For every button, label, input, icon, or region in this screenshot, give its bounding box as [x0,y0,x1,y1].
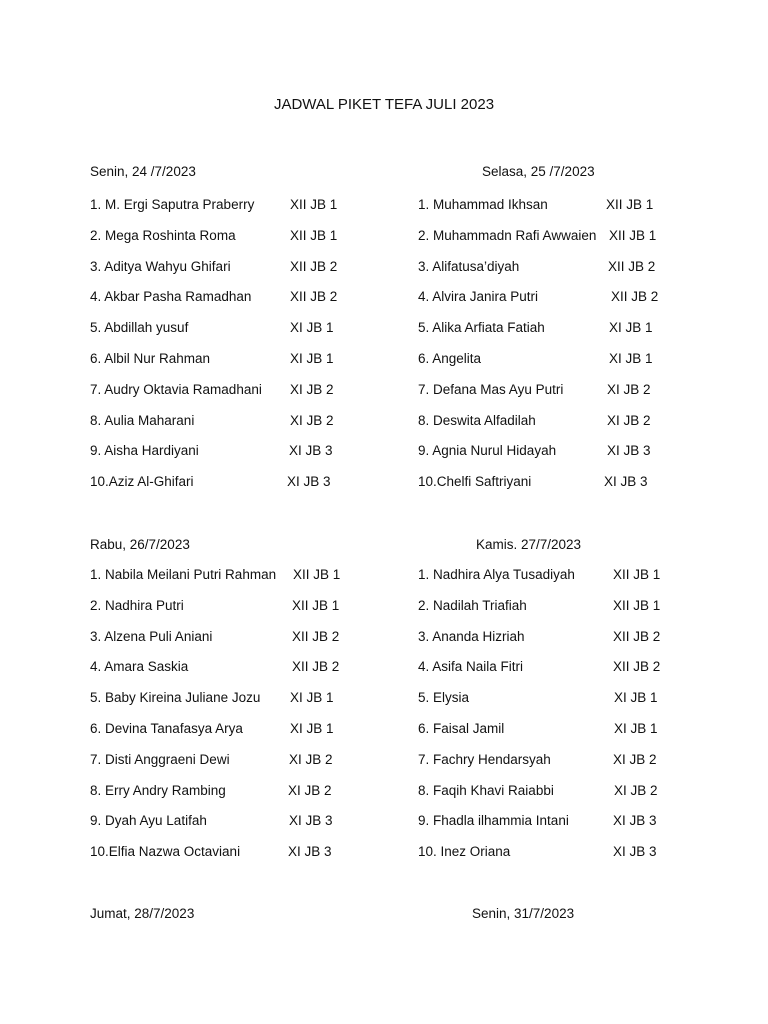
student-name: 9. Agnia Nurul Hidayah [418,443,557,459]
student-class: XI JB 2 [290,381,334,397]
student-name: 9. Aisha Hardiyani [90,443,199,459]
student-class: XI JB 3 [289,813,333,829]
student-class: XI JB 1 [614,690,658,706]
schedule-list-kamis-27 [418,567,678,875]
list-item [418,690,678,721]
list-item [418,259,678,290]
list-item [418,289,678,320]
list-item [418,844,678,875]
student-class: XI JB 1 [609,320,653,336]
list-item [418,598,678,629]
list-item [90,474,410,505]
student-class: XI JB 2 [607,412,651,428]
list-item [90,721,410,752]
day-heading-kamis-27: Kamis. 27/7/2023 [476,537,582,552]
student-name: 5. Elysia [418,690,470,706]
student-name: 10.Chelfi Saftriyani [418,474,532,490]
schedule-list-selasa-25 [418,197,678,505]
list-item [418,474,678,505]
list-item [90,351,410,382]
student-class: XI JB 2 [290,412,334,428]
student-name: 4. Alvira Janira Putri [418,289,539,305]
list-item [418,320,678,351]
list-item [418,752,678,783]
list-item [90,598,410,629]
student-class: XI JB 3 [604,474,648,490]
student-class: XII JB 1 [613,567,661,582]
list-item [418,721,678,752]
list-item [90,413,410,444]
student-name: 6. Angelita [418,350,482,366]
student-name: 6. Faisal Jamil [418,720,505,736]
list-item [90,259,410,290]
list-item [90,228,410,259]
student-name: 3. Ananda Hizriah [418,628,525,644]
list-item [418,197,678,228]
schedule-list-senin-24 [90,197,410,505]
student-name: 5. Baby Kireina Juliane Jozu [90,690,261,706]
student-class: XII JB 1 [292,597,340,613]
student-class: XI JB 3 [613,844,657,860]
student-name: 7. Fachry Hendarsyah [418,751,551,767]
list-item [90,289,410,320]
student-name: 1. Nadhira Alya Tusadiyah [418,567,575,582]
student-class: XI JB 2 [288,782,332,798]
student-name: 10.Aziz Al-Ghifari [90,474,194,490]
list-item [418,443,678,474]
student-name: 6. Devina Tanafasya Arya [90,720,243,736]
student-name: 2. Nadilah Triafiah [418,597,527,613]
student-class: XII JB 2 [292,659,340,675]
student-name: 10.Elfia Nazwa Octaviani [90,844,241,860]
student-name: 5. Alika Arfiata Fatiah [418,320,545,336]
list-item [90,813,410,844]
student-class: XI JB 2 [607,381,651,397]
student-class: XI JB 1 [614,720,658,736]
student-name: 5. Abdillah yusuf [90,320,189,336]
student-name: 8. Deswita Alfadilah [418,412,536,428]
schedule-list-rabu-26 [90,567,410,875]
student-name: 4. Asifa Naila Fitri [418,659,524,675]
student-class: XII JB 2 [611,289,659,305]
list-item [90,567,410,598]
list-item [90,659,410,690]
day-heading-senin-31: Senin, 31/7/2023 [472,906,575,921]
student-class: XI JB 3 [607,443,651,459]
student-name: 3. Alifatusa’diyah [418,258,520,274]
student-class: XI JB 2 [289,751,333,767]
student-name: 8. Erry Andry Rambing [90,782,226,798]
list-item [418,228,678,259]
page-title: JADWAL PIKET TEFA JULI 2023 [273,96,495,113]
day-heading-senin-24: Senin, 24 /7/2023 [90,164,196,179]
student-name: 8. Faqih Khavi Raiabbi [418,782,554,798]
list-item [90,844,410,875]
student-name: 8. Aulia Maharani [90,412,195,428]
list-item [90,690,410,721]
student-class: XI JB 3 [613,813,657,829]
student-name: 7. Disti Anggraeni Dewi [90,751,230,767]
list-item [90,783,410,814]
student-class: XI JB 3 [288,844,332,860]
student-class: XII JB 2 [290,258,338,274]
list-item [418,382,678,413]
student-class: XII JB 2 [608,258,656,274]
day-heading-selasa-25: Selasa, 25 /7/2023 [482,164,595,179]
student-name: 3. Aditya Wahyu Ghifari [90,258,231,274]
list-item [418,783,678,814]
student-class: XI JB 1 [290,320,334,336]
day-heading-jumat-28: Jumat, 28/7/2023 [90,906,195,921]
student-class: XII JB 1 [290,227,338,243]
student-class: XII JB 1 [613,597,661,613]
student-class: XII JB 2 [613,628,661,644]
list-item [90,197,410,228]
student-name: 1. Nabila Meilani Putri Rahman [90,567,277,582]
student-class: XI JB 1 [609,350,653,366]
list-item [90,320,410,351]
student-class: XII JB 2 [292,628,340,644]
student-name: 9. Fhadla ilhammia Intani [418,813,569,829]
student-name: 1. M. Ergi Saputra Praberry [90,197,255,212]
student-class: XI JB 2 [614,782,658,798]
student-name: 9. Dyah Ayu Latifah [90,813,207,829]
student-name: 2. Mega Roshinta Roma [90,227,236,243]
student-name: 2. Nadhira Putri [90,597,184,613]
student-class: XII JB 1 [609,227,657,243]
student-class: XI JB 1 [290,350,334,366]
list-item [418,351,678,382]
list-item [418,813,678,844]
list-item [418,629,678,660]
list-item [418,567,678,598]
student-class: XI JB 3 [287,474,331,490]
student-class: XII JB 1 [606,197,654,212]
student-class: XII JB 2 [613,659,661,675]
student-class: XI JB 2 [613,751,657,767]
student-class: XI JB 3 [289,443,333,459]
student-name: 1. Muhammad Ikhsan [418,197,548,212]
list-item [418,659,678,690]
list-item [90,752,410,783]
student-name: 7. Defana Mas Ayu Putri [418,381,564,397]
day-heading-rabu-26: Rabu, 26/7/2023 [90,537,190,552]
student-name: 4. Akbar Pasha Ramadhan [90,289,252,305]
student-name: 2. Muhammadn Rafi Awwaien [418,227,597,243]
student-name: 10. Inez Oriana [418,844,511,860]
student-class: XII JB 1 [293,567,341,582]
student-class: XII JB 1 [290,197,338,212]
student-name: 4. Amara Saskia [90,659,189,675]
student-name: 3. Alzena Puli Aniani [90,628,213,644]
list-item [90,443,410,474]
student-name: 7. Audry Oktavia Ramadhani [90,381,262,397]
list-item [418,413,678,444]
list-item [90,382,410,413]
student-class: XI JB 1 [290,690,334,706]
list-item [90,629,410,660]
student-name: 6. Albil Nur Rahman [90,350,211,366]
student-class: XI JB 1 [290,720,334,736]
student-class: XII JB 2 [290,289,338,305]
